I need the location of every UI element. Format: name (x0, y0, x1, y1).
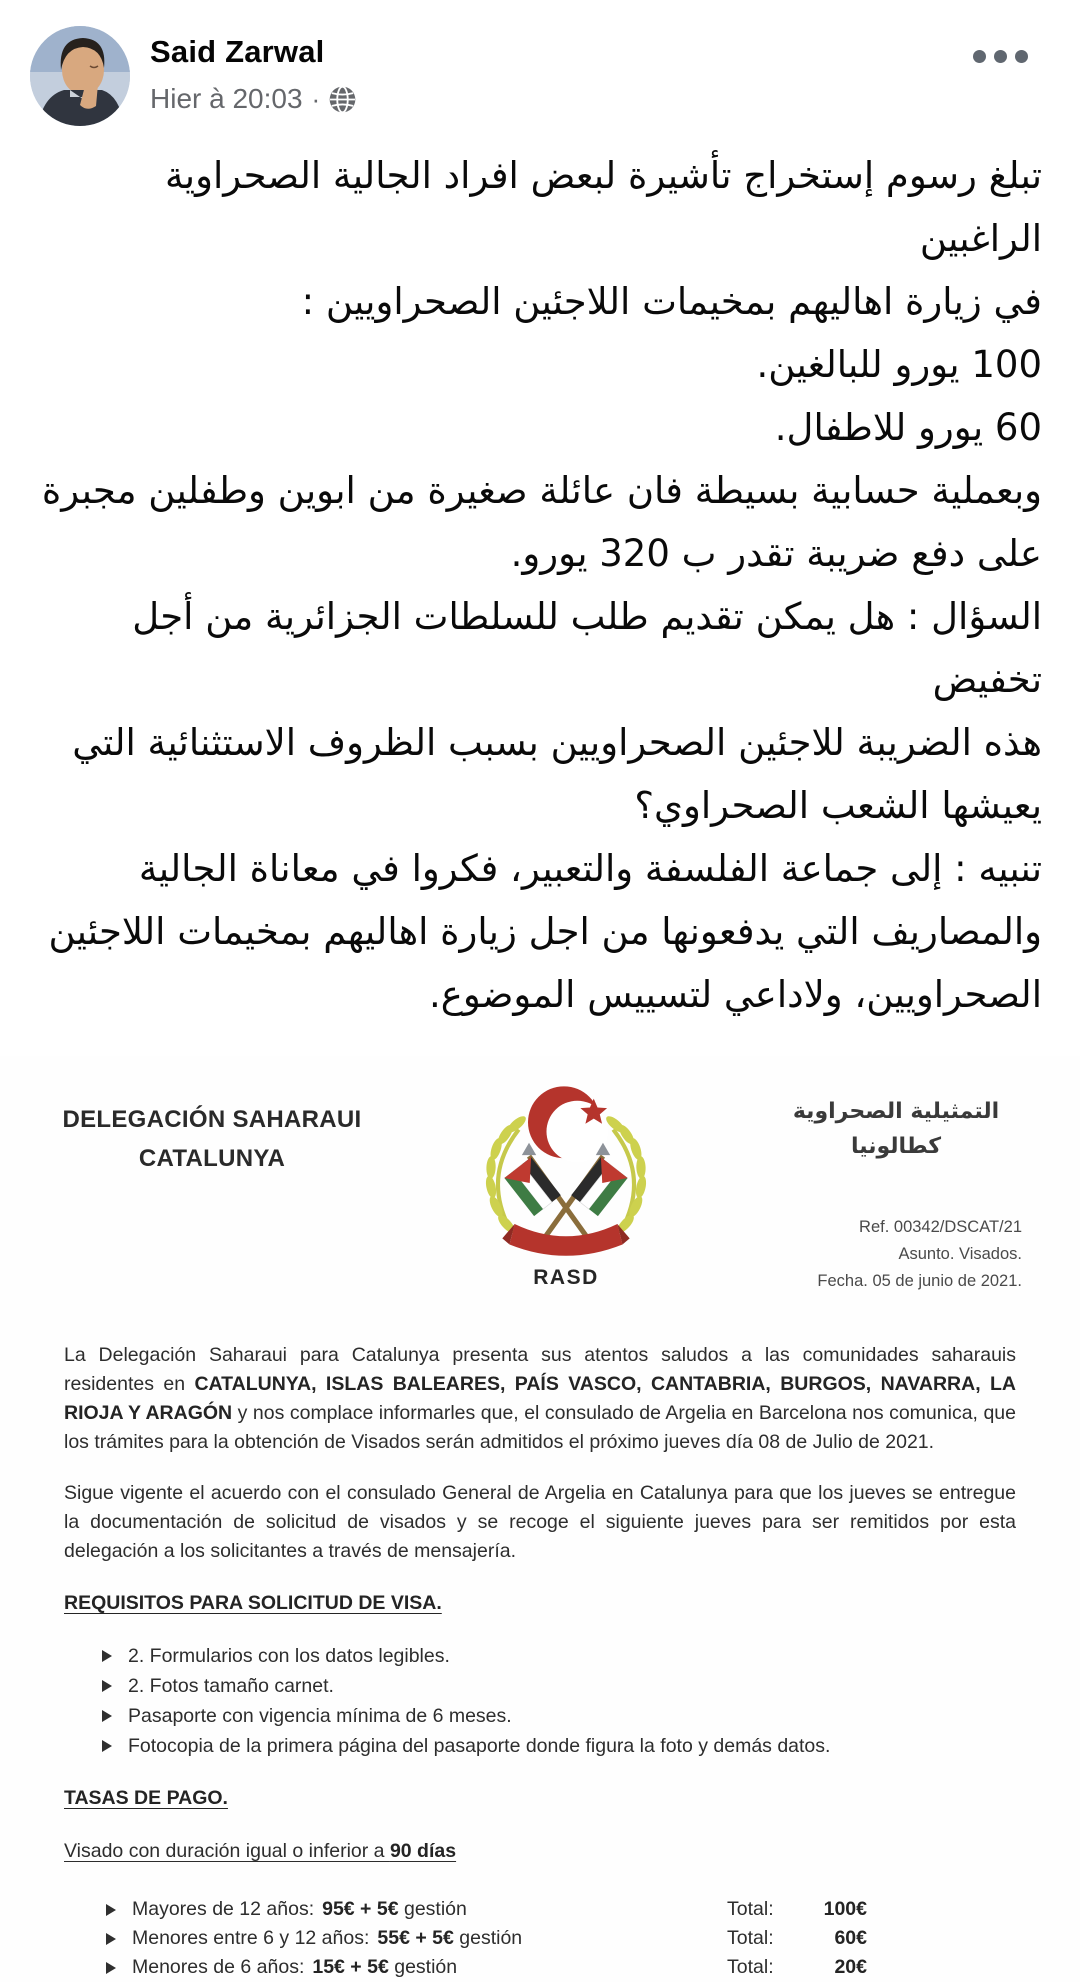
post-line: في زيارة اهاليهم بمخيمات اللاجئين الصحراويين : (301, 280, 1042, 323)
avatar[interactable] (30, 26, 130, 126)
fee-total-value: 20€ (834, 1956, 867, 1978)
arrow-bullet-icon (102, 1650, 112, 1662)
fee-amount: 95€ + 5€ (322, 1898, 399, 1920)
globe-icon (329, 86, 356, 113)
arrow-bullet-icon (106, 1904, 116, 1916)
ellipsis-icon (994, 50, 1007, 63)
doc-ref-date: Fecha. 05 de junio de 2021. (817, 1272, 1022, 1290)
doc-title-arabic-line1: التمثيلية الصحراوية (792, 1099, 1000, 1124)
meta-separator: · (311, 84, 321, 114)
fee-total-value: 60€ (834, 1927, 867, 1949)
post-line: على دفع ضريبة تقدر ب 320 يورو. (510, 532, 1042, 575)
arrow-bullet-icon (106, 1933, 116, 1945)
fee-description (132, 1956, 727, 1979)
visado-text: Visado con duración igual o inferior a (64, 1840, 390, 1862)
arrow-bullet-icon (102, 1710, 112, 1722)
list-item (102, 1671, 1016, 1701)
post-line: يعيشها الشعب الصحراوي؟ (634, 784, 1042, 827)
doc-emblem (362, 1074, 770, 1295)
doc-reference-block (770, 1214, 1022, 1295)
doc-title-arabic-block (770, 1094, 1022, 1295)
fee-description (132, 1898, 727, 1921)
doc-body (0, 1341, 1080, 1982)
doc-visado-duration-line (64, 1840, 1016, 1863)
requisito-text: Fotocopia de la primera página del pasaporte donde figura la foto y demás datos. (128, 1734, 831, 1757)
post-line: 100 يورو للبالغين. (756, 343, 1042, 386)
arrow-bullet-icon (102, 1740, 112, 1752)
ellipsis-icon (973, 50, 986, 63)
para1-text: La Delegación Saharaui para Catalunya presenta sus atentos saludos a las comunidades saharauis residentes en (64, 1344, 1016, 1395)
post-menu-button[interactable] (967, 44, 1034, 69)
list-item (102, 1731, 1016, 1761)
avatar-photo (30, 26, 130, 126)
doc-paragraph-1 (64, 1341, 1016, 1457)
fee-total-label: Total: (727, 1927, 774, 1949)
post-meta (150, 83, 356, 115)
post-line: 60 يورو للاطفال. (774, 406, 1042, 449)
rasd-coat-of-arms-icon (463, 1074, 669, 1264)
fee-label: Menores entre 6 y 12 años: (132, 1927, 370, 1949)
post-line: تنبيه : إلى جماعة الفلسفة والتعبير، فكروا في معاناة الجالية (138, 847, 1042, 890)
fee-label: Menores de 6 años: (132, 1956, 305, 1978)
doc-ref-subject: Asunto. Visados. (898, 1245, 1022, 1263)
fee-total-label: Total: (727, 1956, 774, 1978)
ellipsis-icon (1015, 50, 1028, 63)
doc-paragraph-2: Sigue vigente el acuerdo con el consulado General de Argelia en Catalunya para que los jueves se entregue la documentación de solicitud de visados y se recoge el siguiente jueves para ser remitidos por esta delegación a los solicitantes a través de mensajería. (64, 1482, 1016, 1562)
emblem-caption: RASD (533, 1266, 599, 1289)
fee-suffix: gestión (403, 1898, 467, 1920)
post-attachment-document-image[interactable] (0, 1056, 1080, 1982)
visado-bold: 90 días (389, 1840, 457, 1862)
table-row (106, 1953, 1016, 1982)
doc-title-line1: DELEGACIÓN SAHARAUI (62, 1106, 362, 1133)
doc-requisitos-list (64, 1641, 1016, 1761)
arrow-bullet-icon (106, 1962, 116, 1974)
post-header (0, 0, 1080, 126)
fee-total-label: Total: (727, 1898, 774, 1920)
doc-heading-requisitos: REQUISITOS PARA SOLICITUD DE VISA. (64, 1592, 442, 1614)
timestamp[interactable]: Hier à 20:03 (150, 83, 303, 114)
fee-amount: 15€ + 5€ (312, 1956, 389, 1978)
post-line: السؤال : هل يمكن تقديم طلب للسلطات الجزائرية من أجل تخفيض (132, 595, 1042, 701)
post-line: والمصاريف التي يدفعونها من اجل زيارة اهاليهم بمخيمات اللاجئين (48, 910, 1042, 953)
doc-heading-tasas: TASAS DE PAGO. (64, 1787, 228, 1809)
fee-amount: 55€ + 5€ (377, 1927, 454, 1949)
fee-label: Mayores de 12 años: (132, 1898, 315, 1920)
doc-fee-list (64, 1895, 1016, 1982)
arrow-bullet-icon (102, 1680, 112, 1692)
post-line: تبلغ رسوم إستخراج تأشيرة لبعض افراد الجالية الصحراوية الراغبين (164, 154, 1042, 260)
author-name[interactable]: Said Zarwal (150, 34, 325, 69)
post-body (0, 126, 1080, 1026)
fee-suffix: gestión (459, 1927, 523, 1949)
list-item (102, 1701, 1016, 1731)
post-line: هذه الضريبة للاجئين الصحراويين بسبب الظروف الاستثنائية التي (72, 721, 1042, 764)
doc-letterhead (0, 1056, 1080, 1295)
fee-total-value: 100€ (823, 1898, 867, 1920)
list-item (102, 1641, 1016, 1671)
post-header-text (150, 26, 356, 115)
fee-suffix: gestión (394, 1956, 458, 1978)
requisito-text: 2. Fotos tamaño carnet. (128, 1674, 334, 1697)
para1-text-cont: y nos complace informarles que, el consulado de Argelia en Barcelona nos comunica, que los trámites para la obtención de Visados serán admitidos el próximo jueves día 08 de Julio de 2021. (64, 1402, 1016, 1453)
post-line: الصحراويين، ولاداعي لتسييس الموضوع. (429, 973, 1042, 1016)
doc-title-arabic-line2: كطالونيا (850, 1134, 942, 1159)
requisito-text: 2. Formularios con los datos legibles. (128, 1644, 450, 1667)
post-line: وبعملية حسابية بسيطة فان عائلة صغيرة من ابوين وطفلين مجبرة (41, 469, 1042, 512)
doc-title-spanish (62, 1100, 362, 1295)
doc-title-line2: CATALUNYA (138, 1145, 286, 1172)
requisito-text: Pasaporte con vigencia mínima de 6 meses. (128, 1704, 512, 1727)
table-row (106, 1924, 1016, 1953)
doc-ref-number: Ref. 00342/DSCAT/21 (859, 1218, 1022, 1236)
fee-description (132, 1927, 727, 1950)
table-row (106, 1895, 1016, 1924)
para1-bold-regions: CATALUNYA, ISLAS BALEARES, PAÍS VASCO, CANTABRIA, BURGOS, NAVARRA, LA RIOJA Y ARAGÓN (64, 1373, 1017, 1424)
